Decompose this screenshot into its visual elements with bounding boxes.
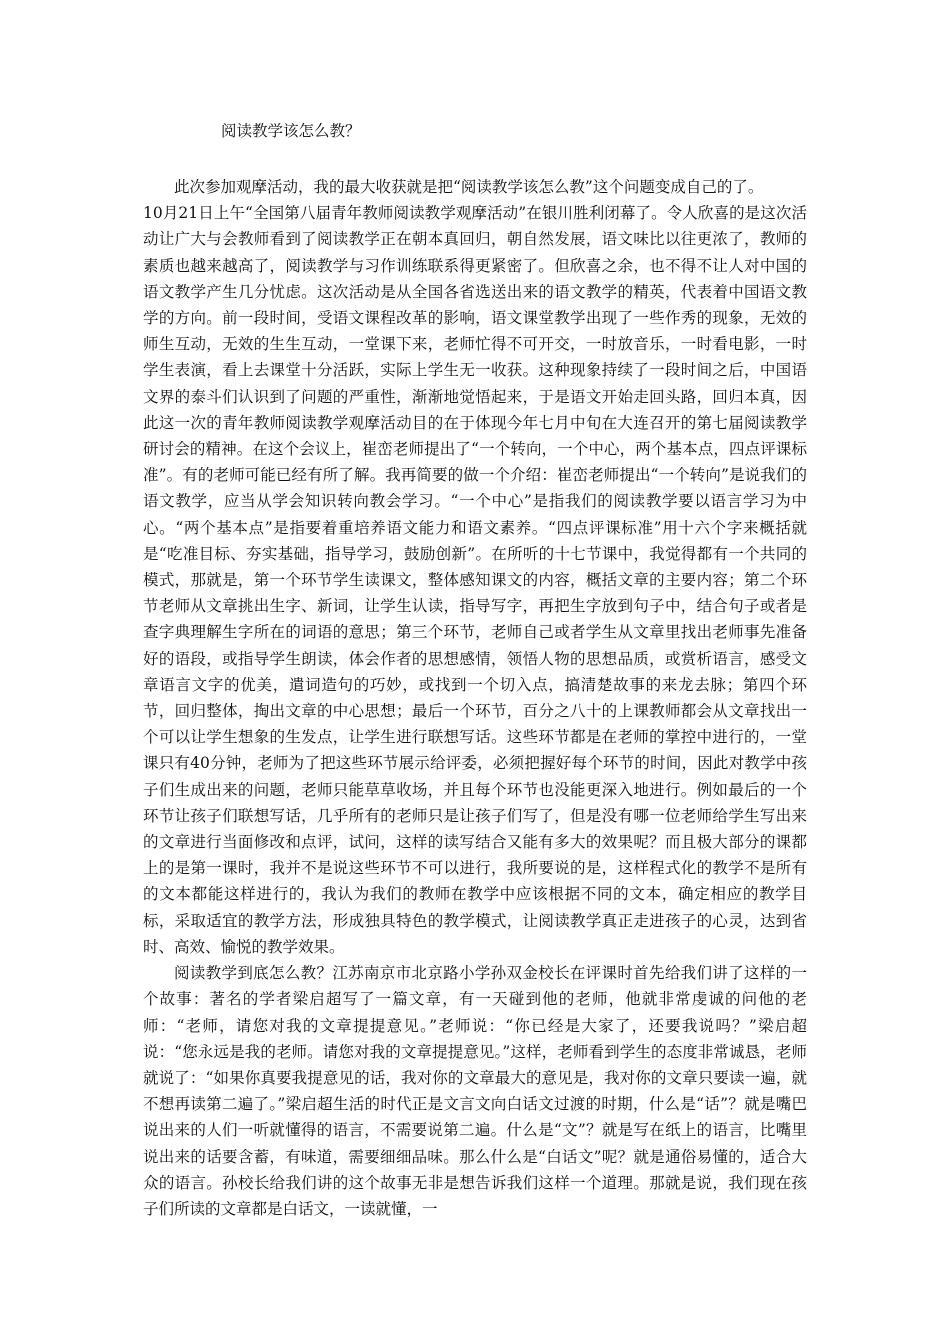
- title-spacer: [143, 144, 807, 174]
- paragraph-story: 阅读教学到底怎么教？江苏南京市北京路小学孙双金校长在评课时首先给我们讲了这样的一个故事：著名的学者梁启超写了一篇文章，有一天碰到他的老师，他就非常虔诚的问他的老师：“老师，请您对我的文章提提意见。”老师说：“你已经是大家了，还要我说吗？”梁启超说：“您永远是我的老师。请您对我的文章提提意见。”这样，老师看到学生的态度非常诚恳，老师就说了：“如果你真要我提意见的话，我对你的文章最大的意见是，我对你的文章只要读一遍，就不想再读第二遍了。”梁启超生活的时代正是文言文向白话文过渡的时期，什么是“话”？就是嘴巴说出来的人们一听就懂得的语言，不需要说第二遍。什么是“文”？就是写在纸上的语言，比嘴里说出来的话要含蓄，有味道，需要细细品味。那么什么是“白话文”呢？就是通俗易懂的，适合大众的语言。孙校长给我们讲的这个故事无非是想告诉我们这样一个道理。那就是说，我们现在孩子们所读的文章都是白话文，一读就懂，一: [143, 964, 807, 1218]
- paragraph-intro: 此次参加观摩活动，我的最大收获就是把“阅读教学该怎么教”这个问题变成自己的了。: [174, 178, 764, 196]
- document-title: 阅读教学该怎么教？: [221, 122, 361, 140]
- paragraph-event-summary: 10月21日上午“全国第八届青年教师阅读教学观摩活动”在银川胜利闭幕了。令人欣喜的是这次活动让广大与会教师看到了阅读教学正在朝本真回归，朝自然发展，语文味比以往更浓了，教师的素质也越来越高了，阅读教学与习作训练联系得更紧密了。但欣喜之余，也不得不让人对中国的语文教学产生几分忧虑。这次活动是从全国各省选送出来的语文教学的精英，代表着中国语文教学的方向。前一段时间，受语文课程改革的影响，语文课堂教学出现了一些作秀的现象，无效的师生互动，无效的生生互动，一堂课下来，老师忙得不可开交，一时放音乐，一时看电影，一时学生表演，看上去课堂十分活跃，实际上学生无一收获。这种现象持续了一段时间之后，中国语文界的泰斗们认识到了问题的严重性，渐渐地觉悟起来，于是语文开始走回头路，回归本真，因此这一次的青年教师阅读教学观摩活动目的在于体现今年七月中旬在大连召开的第七届阅读教学研讨会的精神。在这个会议上，崔峦老师提出了“一个转向，一个中心，两个基本点，四点评课标准”。有的老师可能已经有所了解。我再简要的做一个介绍：崔峦老师提出“一个转向”是说我们的语文教学，应当从学会知识转向教会学习。“一个中心”是指我们的阅读教学要以语言学习为中心。“两个基本点”是指要着重培养语文能力和语文素养。“四点评课标准”用十六个字来概括就是“吃准目标、夯实基础，指导学习，鼓励创新”。在所听的十七节课中，我觉得都有一个共同的模式，那就是，第一个环节学生读课文，整体感知课文的内容，概括文章的主要内容；第二个环节老师从文章挑出生字、新词，让学生认读，指导写字，再把生字放到句子中，结合句子或者是查字典理解生字所在的词语的意思；第三个环节，老师自己或者学生从文章里找出老师事先准备好的语段，或指导学生朗读，体会作者的思想感情，领悟人物的思想品质，或赏析语言，感受文章语言文字的优美，遣词造句的巧妙，或找到一个切入点，搞清楚故事的来龙去脉；第四个环节，回归整体，掏出文章的中心思想；最后一个环节，百分之八十的上课教师都会从文章找出一个可以让学生想象的生发点，让学生进行联想写话。这些环节都是在老师的掌控中进行的，一堂课只有40分钟，老师为了把这些环节展示给评委，必须把握好每个环节的时间，因此对教学中孩子们生成出来的问题，老师只能草草收场，并且每个环节也没能更深入地进行。例如最后的一个环节让孩子们联想写话，几乎所有的老师只是让孩子们写了，但是没有哪一位老师给学生写出来的文章进行当面修改和点评，试问，这样的读写结合又能有多大的效果呢？而且极大部分的课都上的是第一课时，我并不是说这些环节不可以进行，我所要说的是，这样程式化的教学不是所有的文本都能这样进行的，我认为我们的教师在教学中应该根据不同的文本，确定相应的教学目标，采取适宜的教学方法，形成独具特色的教学模式，让阅读教学真正走进孩子的心灵，达到省时、高效、愉悦的教学效果。: [143, 204, 807, 956]
- document-page: [143, 118, 807, 1222]
